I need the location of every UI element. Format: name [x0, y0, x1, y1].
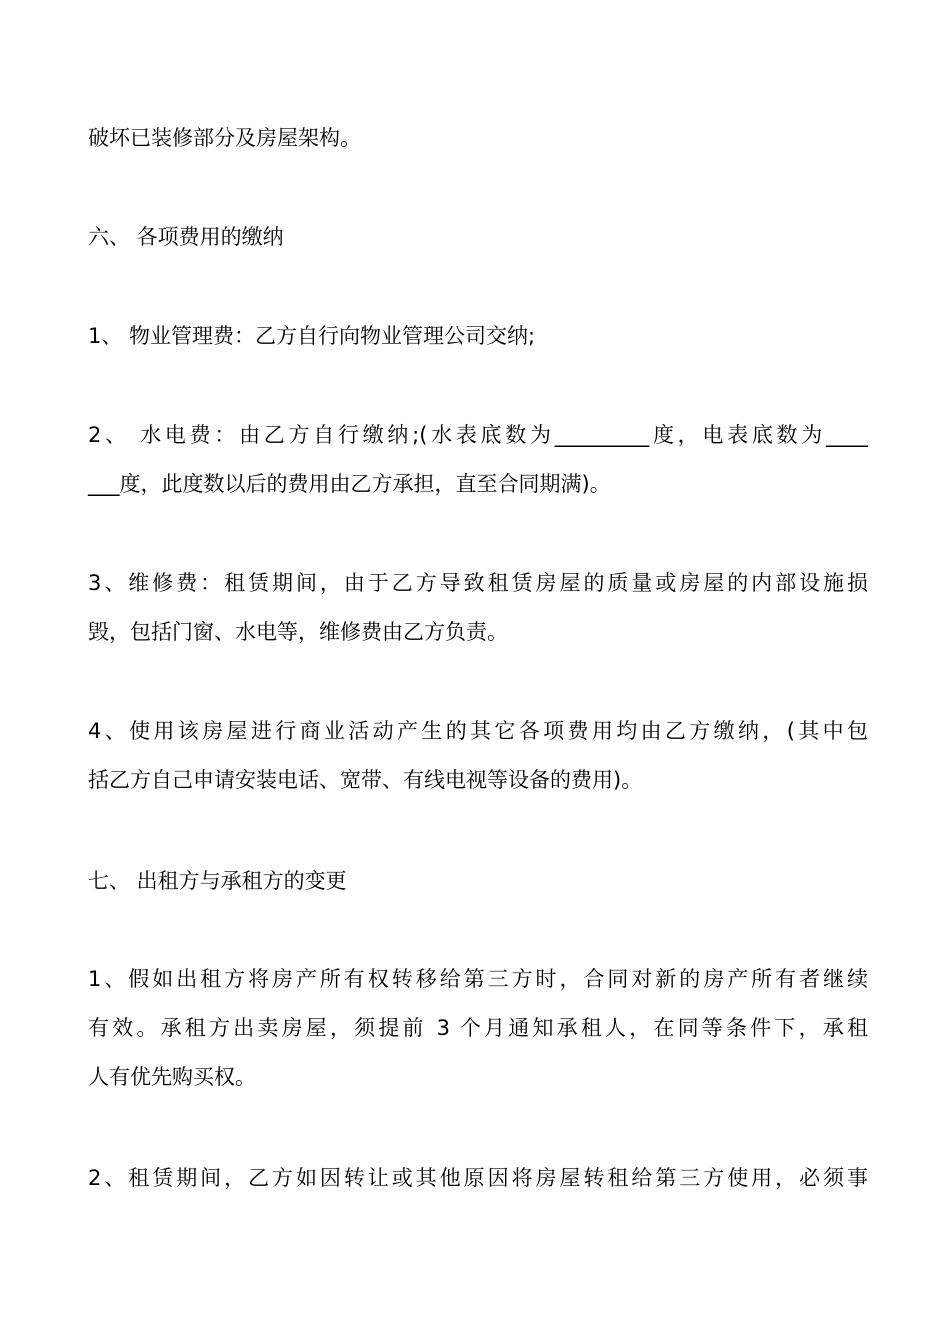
text-line: ___度，此度数以后的费用由乙方承担，直至合同期满)。 [88, 472, 611, 496]
text-line: 1、 物业管理费：乙方自行向物业管理公司交纳; [88, 324, 536, 348]
text-line: 人有优先购买权。 [88, 1065, 256, 1089]
text-line: 1、假如出租方将房产所有权转移给第三方时，合同对新的房产所有者继续 [88, 967, 868, 991]
text-line: 2、 水电费：由乙方自行缴纳;(水表底数为_________度，电表底数为____ [88, 423, 868, 447]
text-line: 毁，包括门窗、水电等，维修费由乙方负责。 [88, 620, 508, 644]
text-line: 有效。承租方出卖房屋，须提前 3 个月通知承租人，在同等条件下，承租 [88, 1016, 868, 1040]
text-line: 破坏已装修部分及房屋架构。 [88, 126, 361, 150]
section-heading: 六、 各项费用的缴纳 [88, 225, 284, 249]
text-line: 3、维修费：租赁期间，由于乙方导致租赁房屋的质量或房屋的内部设施损 [88, 571, 868, 595]
text-line: 4、使用该房屋进行商业活动产生的其它各项费用均由乙方缴纳，(其中包 [88, 719, 868, 743]
text-line: 括乙方自己申请安装电话、宽带、有线电视等设备的费用)。 [88, 768, 643, 792]
text-line: 2、租赁期间，乙方如因转让或其他原因将房屋转租给第三方使用，必须事 [88, 1166, 868, 1190]
section-heading: 七、 出租方与承租方的变更 [88, 869, 347, 893]
